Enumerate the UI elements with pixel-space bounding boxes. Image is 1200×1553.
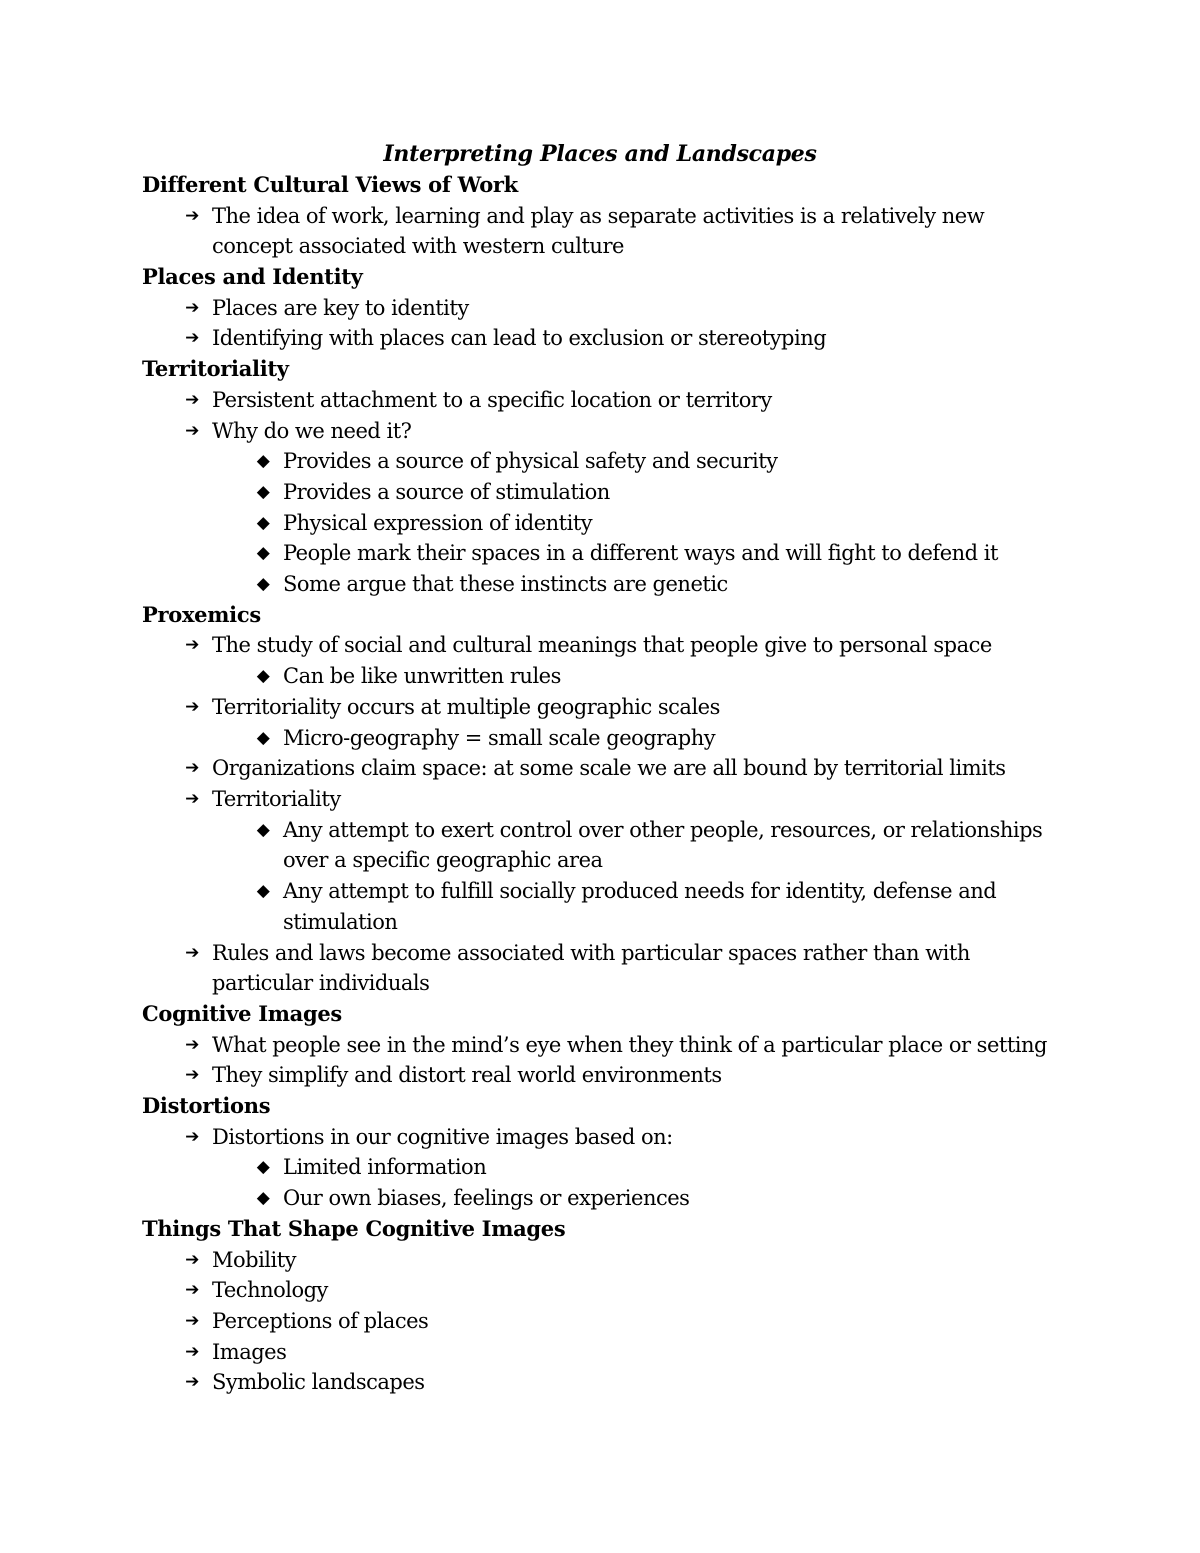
arrow-icon: ➔ [185,635,199,656]
bullet-text: Any attempt to fulfill socially produced needs for identity, defense and stimulation [283,879,997,934]
bullet-text: Some argue that these instincts are genetic [283,572,728,597]
bullet-text: Provides a source of stimulation [283,479,610,504]
diamond-bullet-icon: ◆ [256,819,270,840]
bullet-item [185,1337,1062,1368]
bullet-item [185,692,1062,723]
section-heading: Cognitive Images [142,1000,342,1026]
diamond-bullet-icon: ◆ [256,481,270,502]
diamond-bullet-icon: ◆ [256,1157,270,1178]
sub-bullet-item [256,508,1062,539]
bullet-text: Limited information [283,1155,487,1180]
bullet-text: The idea of work, learning and play as separate activities is a relatively new concept associated with western culture [212,203,985,259]
bullet-text: What people see in the mind’s eye when they think of a particular place or setting [212,1032,1047,1057]
diamond-bullet-icon: ◆ [256,512,270,533]
bullet-item [185,1306,1062,1337]
bullet-text: People mark their spaces in a different ways and will fight to defend it [283,541,998,566]
bullet-text: Can be like unwritten rules [283,664,561,689]
diamond-bullet-icon: ◆ [256,666,270,687]
diamond-bullet-icon: ◆ [256,543,270,564]
diamond-bullet-icon: ◆ [256,451,270,472]
section-heading: Proxemics [142,601,261,627]
arrow-icon: ➔ [185,696,199,717]
arrow-icon: ➔ [185,328,199,349]
arrow-icon: ➔ [185,1280,199,1301]
bullet-text: They simplify and distort real world environments [212,1063,722,1088]
sub-bullet-item [256,477,1062,508]
bullet-item [185,630,1062,661]
bullet-text: Mobility [212,1247,297,1272]
bullet-text: Perceptions of places [212,1308,429,1333]
bullet-text: Images [212,1339,287,1364]
bullet-item [185,1245,1062,1276]
arrow-icon: ➔ [185,789,199,809]
bullet-item [185,753,1062,784]
section-heading: Things That Shape Cognitive Images [142,1215,566,1241]
bullet-text: Rules and laws become associated with particular spaces rather than with particular individuals [212,940,970,996]
section-heading: Different Cultural Views of Work [142,172,518,197]
bullet-text: Any attempt to exert control over other people, resources, or relationships over a specific geographic area [283,817,1043,873]
bullet-item [185,784,1062,815]
sub-bullet-item [256,876,1062,937]
sub-bullet-item [256,1183,1062,1214]
bullet-item [185,1275,1062,1306]
arrow-icon: ➔ [185,758,199,779]
arrow-icon: ➔ [185,1249,199,1270]
bullet-item [185,938,1062,999]
bullet-item [185,1367,1062,1398]
bullet-text: Distortions in our cognitive images based on: [212,1124,673,1149]
arrow-icon: ➔ [185,1126,199,1147]
bullet-text: The study of social and cultural meanings that people give to personal space [212,633,992,658]
bullet-item [185,201,1062,262]
diamond-bullet-icon: ◆ [256,1188,270,1209]
arrow-icon: ➔ [185,420,199,441]
diamond-bullet-icon: ◆ [256,574,270,595]
section-heading: Territoriality [142,356,289,382]
bullet-item [185,385,1062,416]
bullet-item [185,1122,1062,1153]
document-title: Interpreting Places and Landscapes [383,141,817,167]
sub-bullet-item [256,538,1062,569]
bullet-text: Why do we need it? [212,418,412,443]
bullet-item [185,1060,1062,1091]
bullet-item [185,416,1062,447]
bullet-text: Identifying with places can lead to exclusion or stereotyping [212,326,827,351]
diamond-bullet-icon: ◆ [256,881,270,902]
arrow-icon: ➔ [185,1065,199,1086]
arrow-icon: ➔ [185,205,199,226]
bullet-text: Symbolic landscapes [212,1370,425,1395]
arrow-icon: ➔ [185,1341,199,1362]
bullet-item [185,323,1062,354]
sub-bullet-item [256,1152,1062,1183]
bullet-text: Organizations claim space: at some scale we are all bound by territorial limits [212,756,1006,781]
bullet-item [185,1030,1062,1061]
bullet-item [185,293,1062,324]
bullet-text: Technology [212,1278,328,1303]
bullet-text: Territoriality [212,787,341,811]
bullet-text: Physical expression of identity [283,510,593,535]
section-heading: Places and Identity [142,264,363,290]
arrow-icon: ➔ [185,1034,199,1055]
bullet-text: Our own biases, feelings or experiences [283,1186,690,1211]
bullet-text: Persistent attachment to a specific location or territory [212,387,772,412]
arrow-icon: ➔ [185,1372,199,1393]
arrow-icon: ➔ [185,389,199,410]
bullet-text: Territoriality occurs at multiple geographic scales [212,694,720,719]
sub-bullet-item [256,723,1062,754]
bullet-text: Micro-geography = small scale geography [283,725,716,750]
sub-bullet-item [256,569,1062,600]
arrow-icon: ➔ [185,942,199,963]
sub-bullet-item [256,815,1062,876]
section-heading: Distortions [142,1093,271,1119]
diamond-bullet-icon: ◆ [256,727,270,748]
document-body [142,170,1062,1398]
sub-bullet-item [256,446,1062,477]
bullet-text: Places are key to identity [212,295,469,320]
arrow-icon: ➔ [185,297,199,318]
sub-bullet-item [256,661,1062,692]
arrow-icon: ➔ [185,1310,199,1331]
bullet-text: Provides a source of physical safety and security [283,449,778,474]
